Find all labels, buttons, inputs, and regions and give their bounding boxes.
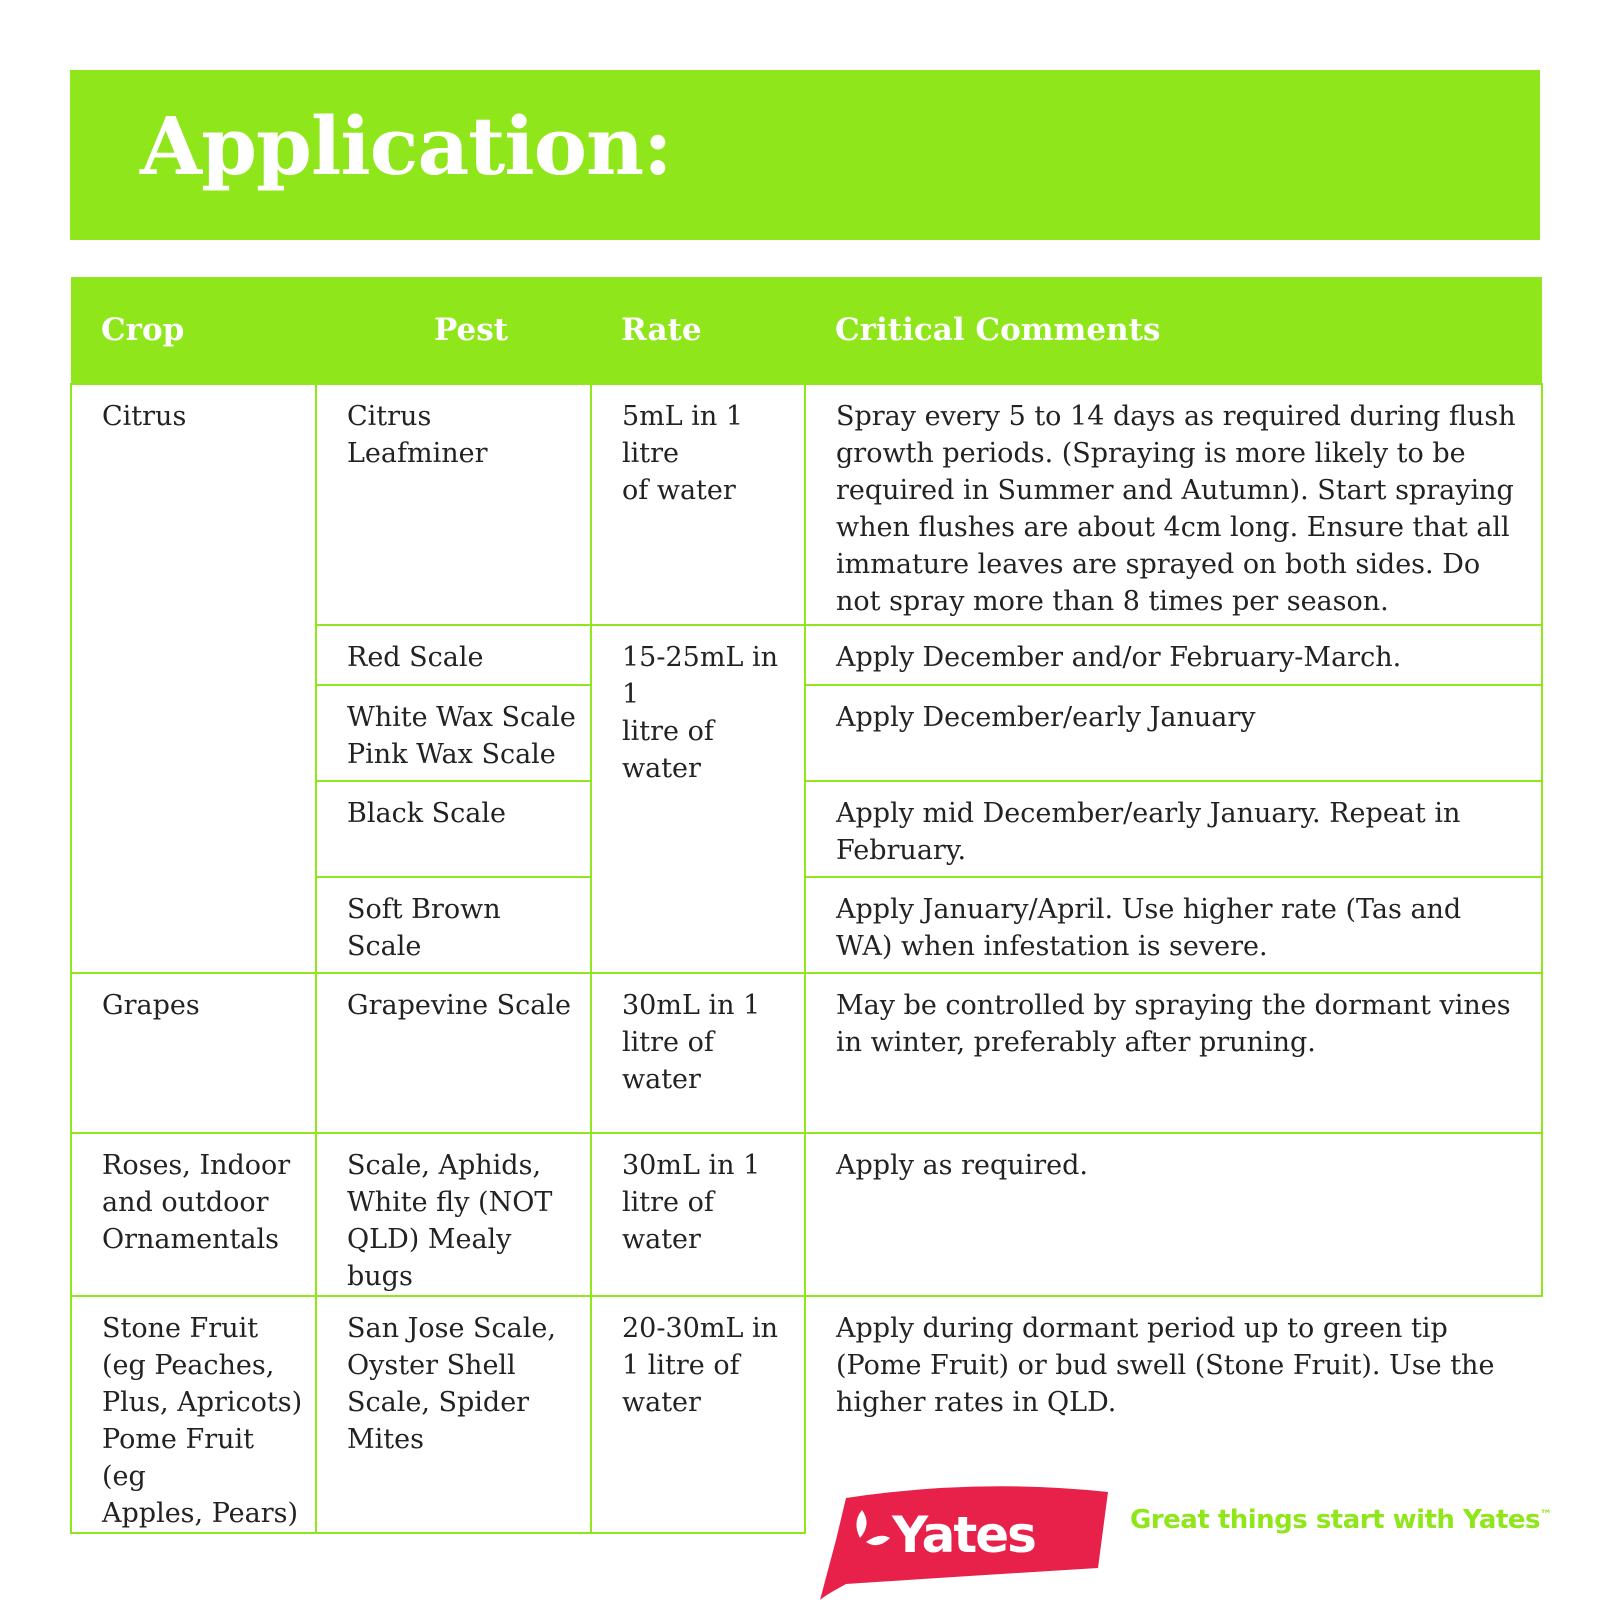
rate-leafminer: 5mL in 1 litre of water	[622, 401, 744, 506]
crop-citrus: Citrus	[102, 401, 187, 432]
crop-cell	[71, 1133, 316, 1296]
logo-wordmark: Yates	[892, 1506, 1035, 1564]
title-banner	[70, 70, 1540, 240]
header-pest: Pest	[316, 277, 591, 384]
pest-cell	[316, 1133, 591, 1296]
comment-red-scale: Apply December and/or February-March.	[836, 642, 1402, 673]
trademark-mark: ™	[1540, 1507, 1552, 1522]
comment-grapes: May be controlled by spraying the dormant vines in winter, preferably after pruning.	[836, 990, 1511, 1058]
comment-roses: Apply as required.	[836, 1150, 1089, 1181]
table-row	[71, 1296, 1542, 1533]
pest-cell	[316, 877, 591, 973]
yates-logo	[818, 1480, 1118, 1600]
comment-cell	[805, 625, 1542, 685]
tagline-text: Great things start with Yates	[1130, 1505, 1541, 1535]
pest-citrus-leafminer: Citrus Leafminer	[347, 401, 488, 469]
pest-soft-brown-scale: Soft Brown Scale	[347, 894, 501, 962]
comment-wax-scales: Apply December/early January	[836, 702, 1256, 733]
pest-stone-fruit: San Jose Scale, Oyster Shell Scale, Spider Mites	[347, 1313, 556, 1455]
rate-grapes: 30mL in 1 litre of water	[622, 990, 761, 1095]
comment-stone-fruit: Apply during dormant period up to green tip (Pome Fruit) or bud swell (Stone Fruit). Use the higher rates in QLD.	[836, 1313, 1495, 1418]
rate-cell	[591, 625, 805, 973]
comment-cell	[805, 877, 1542, 973]
crop-roses: Roses, Indoor and outdoor Ornamentals	[102, 1150, 291, 1255]
comment-cell	[805, 384, 1542, 625]
pest-black-scale: Black Scale	[347, 798, 506, 829]
rate-cell	[591, 1133, 805, 1296]
page-title: Application:	[140, 99, 672, 193]
header-rate: Rate	[591, 277, 805, 384]
crop-grapes: Grapes	[102, 990, 200, 1021]
crop-cell	[71, 384, 316, 973]
crop-stone-fruit: Stone Fruit (eg Peaches, Plus, Apricots) Pome Fruit (eg Apples, Pears)	[102, 1313, 303, 1529]
pest-cell	[316, 1296, 591, 1533]
table-row	[71, 973, 1542, 1133]
comment-cell	[805, 1133, 1542, 1296]
table-row	[71, 384, 1542, 625]
rate-cell	[591, 384, 805, 625]
pest-cell	[316, 625, 591, 685]
rate-scales: 15-25mL in 1 litre of water	[622, 642, 778, 784]
rate-stone-fruit: 20-30mL in 1 litre of water	[622, 1313, 778, 1418]
pest-wax-scales: White Wax Scale Pink Wax Scale	[347, 702, 576, 770]
comment-cell	[805, 973, 1542, 1133]
pest-grapevine-scale: Grapevine Scale	[347, 990, 572, 1021]
brand-tagline	[1130, 1505, 1552, 1535]
comment-black-scale: Apply mid December/early January. Repeat in February.	[836, 798, 1461, 866]
rate-cell	[591, 973, 805, 1133]
crop-cell	[71, 1296, 316, 1533]
rate-cell	[591, 1296, 805, 1533]
comment-cell	[805, 781, 1542, 877]
pest-cell	[316, 685, 591, 781]
application-table	[70, 277, 1543, 1534]
header-comments: Critical Comments	[805, 277, 1542, 384]
pest-red-scale: Red Scale	[347, 642, 484, 673]
rate-roses: 30mL in 1 litre of water	[622, 1150, 761, 1255]
comment-cell	[805, 685, 1542, 781]
pest-cell	[316, 973, 591, 1133]
pest-roses: Scale, Aphids, White fly (NOT QLD) Mealy bugs	[347, 1150, 553, 1292]
crop-cell	[71, 973, 316, 1133]
comment-soft-brown-scale: Apply January/April. Use higher rate (Tas and WA) when infestation is severe.	[836, 894, 1462, 962]
pest-cell	[316, 781, 591, 877]
header-crop: Crop	[71, 277, 316, 384]
table-header-row	[71, 277, 1542, 384]
pest-cell	[316, 384, 591, 625]
table-row	[71, 1133, 1542, 1296]
comment-leafminer: Spray every 5 to 14 days as required during flush growth periods. (Spraying is more likely to be required in Summer and Autumn). Start spraying when flushes are about 4cm long. Ensure that all immature leaves are sprayed on both sides. Do not spray more than 8 times per season.	[836, 401, 1516, 617]
